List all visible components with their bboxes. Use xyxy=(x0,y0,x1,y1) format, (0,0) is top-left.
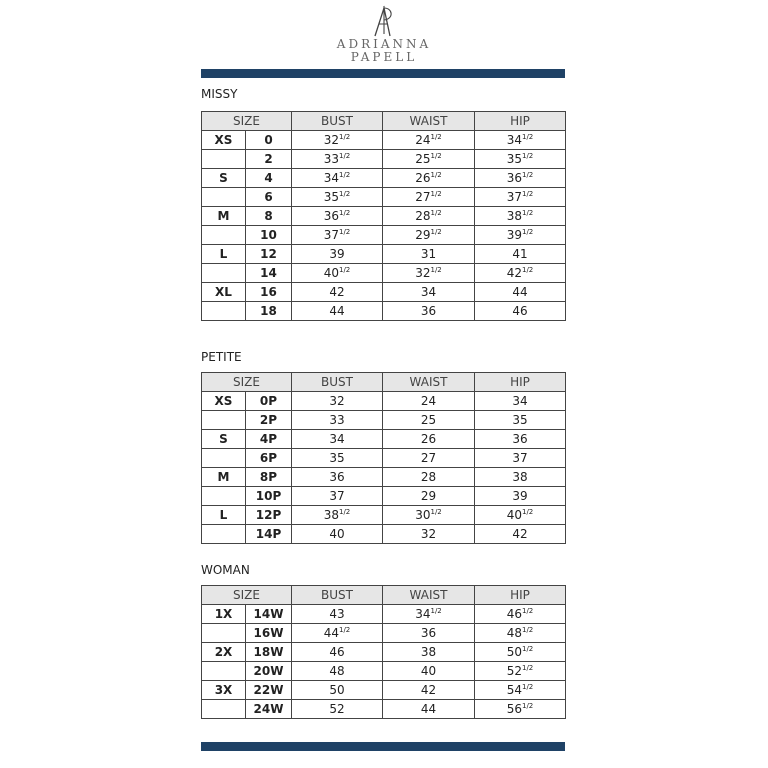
bust-cell xyxy=(292,207,383,226)
waist-cell xyxy=(383,392,475,411)
hip-fraction: 1/2 xyxy=(522,266,534,274)
bust-cell xyxy=(292,525,383,544)
bust-value: 34 xyxy=(323,171,339,185)
waist-fraction: 1/2 xyxy=(430,266,442,274)
bust-cell xyxy=(292,264,383,283)
bust-fraction: 1/2 xyxy=(339,228,351,236)
waist-value: 26 xyxy=(415,171,431,185)
hip-value: 36 xyxy=(506,171,522,185)
numeric-size-cell: 16W xyxy=(246,624,292,643)
hip-cell xyxy=(475,302,566,321)
section-title-missy: MISSY xyxy=(201,87,238,101)
table-row xyxy=(202,188,566,207)
waist-value: 28 xyxy=(420,470,437,484)
hip-cell xyxy=(475,207,566,226)
letter-size-cell: 1X xyxy=(202,605,246,624)
bust-cell xyxy=(292,411,383,430)
table-row xyxy=(202,449,566,468)
waist-value: 30 xyxy=(415,508,431,522)
waist-cell xyxy=(383,411,475,430)
letter-size-cell: XS xyxy=(202,131,246,150)
bust-value: 38 xyxy=(323,508,339,522)
hip-fraction: 1/2 xyxy=(522,664,534,672)
table-row xyxy=(202,245,566,264)
waist-fraction: 1/2 xyxy=(430,133,442,141)
numeric-size-cell: 6 xyxy=(246,188,292,207)
table-row xyxy=(202,131,566,150)
hip-value: 38 xyxy=(506,209,522,223)
hip-value: 39 xyxy=(506,228,522,242)
waist-cell xyxy=(383,188,475,207)
bust-fraction: 1/2 xyxy=(339,171,351,179)
hip-value: 42 xyxy=(512,527,528,541)
bust-value: 32 xyxy=(323,133,339,147)
numeric-size-cell: 18W xyxy=(246,643,292,662)
waist-header: WAIST xyxy=(383,586,475,605)
waist-value: 36 xyxy=(420,626,437,640)
bust-cell xyxy=(292,226,383,245)
size-header: SIZE xyxy=(202,586,292,605)
hip-value: 36 xyxy=(512,432,528,446)
hip-cell xyxy=(475,245,566,264)
letter-size-cell xyxy=(202,264,246,283)
waist-value: 34 xyxy=(415,607,431,621)
hip-cell xyxy=(475,131,566,150)
waist-fraction: 1/2 xyxy=(430,607,442,615)
hip-fraction: 1/2 xyxy=(522,702,534,710)
table-row xyxy=(202,392,566,411)
hip-cell xyxy=(475,525,566,544)
bust-cell xyxy=(292,506,383,525)
brand-name-line1: ADRIANNA xyxy=(336,37,432,51)
hip-value: 34 xyxy=(506,133,522,147)
waist-cell xyxy=(383,700,475,719)
header-row xyxy=(202,112,566,131)
bust-value: 36 xyxy=(329,470,345,484)
waist-cell xyxy=(383,487,475,506)
bust-fraction: 1/2 xyxy=(339,508,351,516)
numeric-size-cell: 10P xyxy=(246,487,292,506)
hip-value: 44 xyxy=(512,285,528,299)
bust-fraction: 1/2 xyxy=(339,133,351,141)
letter-size-cell xyxy=(202,487,246,506)
hip-cell xyxy=(475,411,566,430)
bust-fraction: 1/2 xyxy=(339,209,351,217)
letter-size-cell xyxy=(202,662,246,681)
bust-value: 32 xyxy=(329,394,345,408)
hip-value: 41 xyxy=(512,247,528,261)
hip-cell xyxy=(475,283,566,302)
waist-header: WAIST xyxy=(383,373,475,392)
hip-fraction: 1/2 xyxy=(522,228,534,236)
table-row xyxy=(202,226,566,245)
table-row xyxy=(202,681,566,700)
waist-value: 29 xyxy=(420,489,437,503)
waist-value: 25 xyxy=(415,152,431,166)
waist-value: 26 xyxy=(420,432,437,446)
hip-cell xyxy=(475,150,566,169)
waist-fraction: 1/2 xyxy=(430,209,442,217)
table-row xyxy=(202,525,566,544)
size-header: SIZE xyxy=(202,373,292,392)
bust-value: 37 xyxy=(323,228,339,242)
waist-cell xyxy=(383,643,475,662)
hip-cell xyxy=(475,624,566,643)
hip-header: HIP xyxy=(475,373,566,392)
hip-cell xyxy=(475,468,566,487)
hip-fraction: 1/2 xyxy=(522,508,534,516)
waist-cell xyxy=(383,430,475,449)
letter-size-cell: 3X xyxy=(202,681,246,700)
waist-value: 25 xyxy=(420,413,437,427)
table-row xyxy=(202,605,566,624)
hip-value: 48 xyxy=(506,626,522,640)
waist-fraction: 1/2 xyxy=(430,190,442,198)
waist-fraction: 1/2 xyxy=(430,228,442,236)
hip-cell xyxy=(475,605,566,624)
letter-size-cell: L xyxy=(202,245,246,264)
letter-size-cell: XL xyxy=(202,283,246,302)
table-row xyxy=(202,207,566,226)
table-row xyxy=(202,430,566,449)
bust-cell xyxy=(292,605,383,624)
table-row xyxy=(202,468,566,487)
table-row xyxy=(202,411,566,430)
waist-fraction: 1/2 xyxy=(430,171,442,179)
hip-fraction: 1/2 xyxy=(522,209,534,217)
bust-cell xyxy=(292,150,383,169)
missy-size-table xyxy=(201,111,566,321)
bust-header: BUST xyxy=(292,112,383,131)
waist-value: 34 xyxy=(420,285,437,299)
bust-fraction: 1/2 xyxy=(339,152,351,160)
waist-cell xyxy=(383,245,475,264)
numeric-size-cell: 24W xyxy=(246,700,292,719)
table-row xyxy=(202,624,566,643)
bust-value: 36 xyxy=(323,209,339,223)
table-row xyxy=(202,487,566,506)
bust-cell xyxy=(292,430,383,449)
letter-size-cell: S xyxy=(202,430,246,449)
bust-value: 50 xyxy=(329,683,345,697)
hip-cell xyxy=(475,662,566,681)
table-row xyxy=(202,283,566,302)
hip-value: 42 xyxy=(506,266,522,280)
hip-cell xyxy=(475,449,566,468)
bust-cell xyxy=(292,681,383,700)
waist-cell xyxy=(383,506,475,525)
waist-value: 42 xyxy=(420,683,437,697)
bust-fraction: 1/2 xyxy=(339,190,351,198)
hip-cell xyxy=(475,264,566,283)
woman-size-table xyxy=(201,585,566,719)
petite-size-table xyxy=(201,372,566,544)
numeric-size-cell: 18 xyxy=(246,302,292,321)
waist-cell xyxy=(383,662,475,681)
numeric-size-cell: 8P xyxy=(246,468,292,487)
bust-value: 40 xyxy=(329,527,345,541)
waist-value: 24 xyxy=(420,394,437,408)
numeric-size-cell: 2P xyxy=(246,411,292,430)
numeric-size-cell: 0 xyxy=(246,131,292,150)
waist-value: 27 xyxy=(415,190,431,204)
section-title-woman: WOMAN xyxy=(201,563,250,577)
waist-value: 24 xyxy=(415,133,431,147)
header-row xyxy=(202,586,566,605)
letter-size-cell xyxy=(202,302,246,321)
numeric-size-cell: 12 xyxy=(246,245,292,264)
hip-value: 39 xyxy=(512,489,528,503)
waist-header: WAIST xyxy=(383,112,475,131)
table-row xyxy=(202,264,566,283)
hip-cell xyxy=(475,681,566,700)
waist-cell xyxy=(383,302,475,321)
table-row xyxy=(202,662,566,681)
numeric-size-cell: 0P xyxy=(246,392,292,411)
numeric-size-cell: 6P xyxy=(246,449,292,468)
waist-cell xyxy=(383,449,475,468)
bust-value: 52 xyxy=(329,702,345,716)
letter-size-cell: M xyxy=(202,207,246,226)
hip-fraction: 1/2 xyxy=(522,607,534,615)
letter-size-cell xyxy=(202,449,246,468)
bust-fraction: 1/2 xyxy=(339,626,351,634)
waist-value: 27 xyxy=(420,451,437,465)
letter-size-cell: S xyxy=(202,169,246,188)
hip-value: 37 xyxy=(506,190,522,204)
waist-value: 44 xyxy=(420,702,437,716)
hip-cell xyxy=(475,487,566,506)
bust-cell xyxy=(292,700,383,719)
bust-header: BUST xyxy=(292,586,383,605)
bust-value: 48 xyxy=(329,664,345,678)
numeric-size-cell: 20W xyxy=(246,662,292,681)
bust-value: 43 xyxy=(329,607,345,621)
waist-cell xyxy=(383,226,475,245)
waist-cell xyxy=(383,468,475,487)
waist-fraction: 1/2 xyxy=(430,508,442,516)
waist-cell xyxy=(383,207,475,226)
bust-cell xyxy=(292,131,383,150)
numeric-size-cell: 2 xyxy=(246,150,292,169)
waist-cell xyxy=(383,283,475,302)
letter-size-cell: XS xyxy=(202,392,246,411)
bust-cell xyxy=(292,302,383,321)
bust-value: 35 xyxy=(329,451,345,465)
size-header: SIZE xyxy=(202,112,292,131)
letter-size-cell xyxy=(202,624,246,643)
numeric-size-cell: 14P xyxy=(246,525,292,544)
bust-cell xyxy=(292,487,383,506)
waist-value: 32 xyxy=(415,266,431,280)
hip-value: 34 xyxy=(512,394,528,408)
letter-size-cell xyxy=(202,700,246,719)
bust-value: 37 xyxy=(329,489,345,503)
waist-value: 28 xyxy=(415,209,431,223)
hip-value: 46 xyxy=(506,607,522,621)
bust-cell xyxy=(292,449,383,468)
hip-value: 50 xyxy=(506,645,522,659)
hip-cell xyxy=(475,226,566,245)
waist-cell xyxy=(383,131,475,150)
hip-value: 54 xyxy=(506,683,522,697)
bust-cell xyxy=(292,624,383,643)
waist-cell xyxy=(383,624,475,643)
numeric-size-cell: 4 xyxy=(246,169,292,188)
hip-cell xyxy=(475,392,566,411)
letter-size-cell xyxy=(202,188,246,207)
hip-value: 46 xyxy=(512,304,528,318)
numeric-size-cell: 14 xyxy=(246,264,292,283)
table-row xyxy=(202,506,566,525)
header-row xyxy=(202,373,566,392)
hip-cell xyxy=(475,643,566,662)
waist-cell xyxy=(383,264,475,283)
ap-monogram-icon xyxy=(369,4,399,38)
bust-value: 46 xyxy=(329,645,345,659)
bust-cell xyxy=(292,283,383,302)
hip-fraction: 1/2 xyxy=(522,683,534,691)
letter-size-cell xyxy=(202,226,246,245)
brand-name-line2: PAPELL xyxy=(350,50,418,64)
waist-cell xyxy=(383,169,475,188)
bust-cell xyxy=(292,662,383,681)
bust-value: 33 xyxy=(329,413,345,427)
hip-value: 38 xyxy=(512,470,528,484)
table-row xyxy=(202,643,566,662)
section-title-petite: PETITE xyxy=(201,350,242,364)
hip-cell xyxy=(475,430,566,449)
waist-cell xyxy=(383,525,475,544)
hip-cell xyxy=(475,700,566,719)
table-row xyxy=(202,150,566,169)
waist-cell xyxy=(383,150,475,169)
hip-value: 52 xyxy=(506,664,522,678)
hip-cell xyxy=(475,169,566,188)
bust-value: 40 xyxy=(323,266,339,280)
bust-value: 39 xyxy=(329,247,345,261)
bust-cell xyxy=(292,188,383,207)
bottom-divider-bar xyxy=(201,742,565,751)
bust-cell xyxy=(292,468,383,487)
bust-cell xyxy=(292,169,383,188)
letter-size-cell: 2X xyxy=(202,643,246,662)
numeric-size-cell: 22W xyxy=(246,681,292,700)
waist-value: 32 xyxy=(420,527,437,541)
waist-value: 40 xyxy=(420,664,437,678)
waist-cell xyxy=(383,605,475,624)
numeric-size-cell: 16 xyxy=(246,283,292,302)
bust-cell xyxy=(292,392,383,411)
numeric-size-cell: 8 xyxy=(246,207,292,226)
hip-fraction: 1/2 xyxy=(522,152,534,160)
letter-size-cell xyxy=(202,411,246,430)
brand-logo xyxy=(0,4,768,64)
bust-value: 44 xyxy=(323,626,339,640)
bust-value: 34 xyxy=(329,432,345,446)
waist-value: 38 xyxy=(420,645,437,659)
hip-value: 35 xyxy=(512,413,528,427)
top-divider-bar xyxy=(201,69,565,78)
bust-cell xyxy=(292,643,383,662)
letter-size-cell: M xyxy=(202,468,246,487)
table-row xyxy=(202,700,566,719)
numeric-size-cell: 12P xyxy=(246,506,292,525)
waist-value: 36 xyxy=(420,304,437,318)
hip-header: HIP xyxy=(475,586,566,605)
bust-fraction: 1/2 xyxy=(339,266,351,274)
table-row xyxy=(202,169,566,188)
numeric-size-cell: 14W xyxy=(246,605,292,624)
waist-fraction: 1/2 xyxy=(430,152,442,160)
bust-value: 33 xyxy=(323,152,339,166)
hip-value: 56 xyxy=(506,702,522,716)
hip-cell xyxy=(475,506,566,525)
letter-size-cell xyxy=(202,525,246,544)
hip-header: HIP xyxy=(475,112,566,131)
hip-value: 35 xyxy=(506,152,522,166)
hip-cell xyxy=(475,188,566,207)
letter-size-cell: L xyxy=(202,506,246,525)
numeric-size-cell: 4P xyxy=(246,430,292,449)
numeric-size-cell: 10 xyxy=(246,226,292,245)
hip-value: 40 xyxy=(506,508,522,522)
hip-fraction: 1/2 xyxy=(522,626,534,634)
bust-value: 35 xyxy=(323,190,339,204)
table-row xyxy=(202,302,566,321)
bust-cell xyxy=(292,245,383,264)
letter-size-cell xyxy=(202,150,246,169)
hip-value: 37 xyxy=(512,451,528,465)
bust-value: 42 xyxy=(329,285,345,299)
bust-header: BUST xyxy=(292,373,383,392)
hip-fraction: 1/2 xyxy=(522,645,534,653)
hip-fraction: 1/2 xyxy=(522,171,534,179)
waist-cell xyxy=(383,681,475,700)
waist-value: 31 xyxy=(420,247,437,261)
bust-value: 44 xyxy=(329,304,345,318)
hip-fraction: 1/2 xyxy=(522,190,534,198)
hip-fraction: 1/2 xyxy=(522,133,534,141)
waist-value: 29 xyxy=(415,228,431,242)
